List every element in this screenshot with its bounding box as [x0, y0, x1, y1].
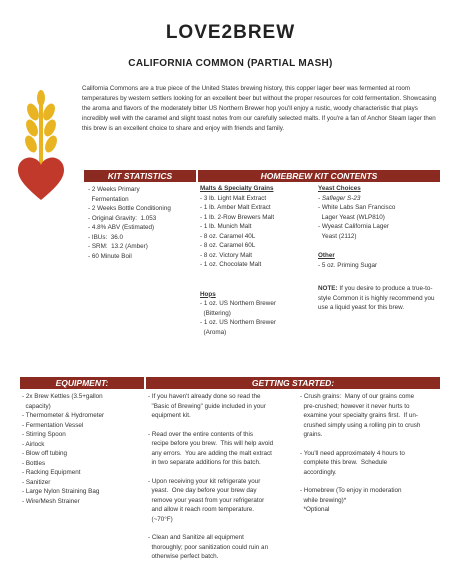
list-item: - 1 oz. US Northern Brewer (Bittering): [200, 300, 276, 317]
wheat-heart-icon: [14, 90, 68, 202]
yeast-note: [318, 284, 436, 313]
list-item: - Bottles: [22, 459, 46, 467]
list-item: - 8 oz. Caramel 60L: [200, 242, 256, 249]
list-item: - Crush grains: Many of our grains come pre-crushed; however it never hurts to examine your specialty grains first. If un- crushed simply using a rolling pin to crush grains.: [300, 393, 421, 438]
list-item: - 3 lb. Light Malt Extract: [200, 194, 267, 202]
yeast-other-list: [318, 184, 436, 313]
equipment-list: [22, 392, 144, 506]
list-item: - If you haven't already done so read the "Basic of Brewing" guide included in your equipment kit.: [148, 393, 266, 419]
yeast-heading: Yeast Choices: [318, 185, 361, 192]
list-item: - Fermentation Vessel: [22, 421, 84, 429]
kit-statistics-list: [88, 185, 196, 261]
list-item: - 1 lb. Munich Malt: [200, 223, 252, 230]
list-item: - Airlock: [22, 440, 45, 448]
other-heading: Other: [318, 252, 335, 259]
list-item: - Wire/Mesh Strainer: [22, 497, 80, 505]
list-item: - Original Gravity: 1.053: [88, 214, 157, 222]
kit-contents-heading: HOMEBREW KIT CONTENTS: [198, 170, 440, 182]
equipment-heading: EQUIPMENT:: [20, 377, 144, 389]
list-item: - IBUs: 36.0: [88, 233, 123, 241]
getting-started-right: [300, 392, 442, 515]
getting-started-left: [148, 392, 298, 562]
list-item: - Read over the entire contents of this recipe before you brew. This will help avoid any errors. You are adding the malt extract in two separate additions for this batch.: [148, 430, 274, 466]
list-item: - You'll need approximately 4 hours to complete this brew. Schedule accordingly.: [300, 449, 405, 476]
recipe-subtitle: CALIFORNIA COMMON (PARTIAL MASH): [128, 58, 333, 69]
list-item: - 1 lb. Amber Malt Extract: [200, 204, 271, 211]
list-item: - 1 oz. Chocolate Malt: [200, 261, 262, 268]
getting-started-heading: GETTING STARTED:: [146, 377, 440, 389]
list-item: - 8 oz. Victory Malt: [200, 251, 253, 259]
hops-heading: Hops: [200, 290, 216, 298]
list-item: - 1 oz. US Northern Brewer (Aroma): [200, 319, 276, 336]
list-item: - White Labs San Francisco Lager Yeast (WLP810): [318, 204, 396, 221]
intro-paragraph: California Commons are a true piece of the United States brewing history, this copper lager beer was fermented at room temperatures by western settlers looking for an excellent beer but without the proper resources for cold fermentation. Showcasing the aroma and flavors of the moderately bitter US Northern Brewer hop you'll enjoy a rustic, woody characteristic that plays incredibly well with the caramel and slight toast notes from our carefully selected malts. If you're a fan of Anchor Steam lager then this brew is an excellent choice to share and enjoy with friends and family.: [82, 85, 437, 132]
malts-hops-list: [200, 184, 315, 337]
list-item: - Homebrew (To enjoy in moderation while brewing)* *Optional: [300, 487, 402, 513]
list-item: - 2x Brew Kettles (3.5+gallon capacity): [22, 393, 103, 410]
list-item: - Thermometer & Hydrometer: [22, 412, 105, 419]
list-item: - Racking Equipment: [22, 469, 81, 476]
malts-heading: Malts & Specialty Grains: [200, 185, 274, 192]
list-item: - Sanitizer: [22, 478, 51, 486]
list-item: - 2 Weeks Bottle Conditioning: [88, 205, 171, 212]
list-item: - Safleger S-23: [318, 194, 361, 202]
list-item: - 4.8% ABV (Estimated): [88, 224, 155, 231]
list-item: - Large Nylon Straining Bag: [22, 488, 100, 495]
list-item: - Clean and Sanitize all equipment thoroughly; poor sanitization could ruin an otherwise perfect batch.: [148, 534, 269, 560]
list-item: - 8 oz. Caramel 40L: [200, 232, 256, 240]
list-item: - Stirring Spoon: [22, 431, 66, 438]
list-item: - 60 Minute Boil: [88, 252, 132, 260]
list-item: - Upon receiving your kit refrigerate your yeast. One day before your brew day remove your yeast from your refrigerator and allow it reach room temperature. (~70°F): [148, 477, 265, 523]
list-item: - 5 oz. Priming Sugar: [318, 261, 378, 269]
list-item: - Wyeast California Lager Yeast (2112): [318, 223, 389, 240]
list-item: - 1 lb. 2-Row Brewers Malt: [200, 213, 275, 221]
note-label: NOTE:: [318, 285, 338, 292]
list-item: - Blow off tubing: [22, 450, 68, 457]
list-item: - 2 Weeks Primary Fermentation: [88, 186, 140, 203]
kit-statistics-heading: KIT STATISTICS: [84, 170, 196, 182]
note-text: If you desire to produce a true-to-style Common it is highly recommend you use a liquid yeast for this brew.: [318, 285, 435, 311]
page-title: LOVE2BREW: [165, 22, 296, 43]
list-item: - SRM: 13.2 (Amber): [88, 243, 148, 250]
